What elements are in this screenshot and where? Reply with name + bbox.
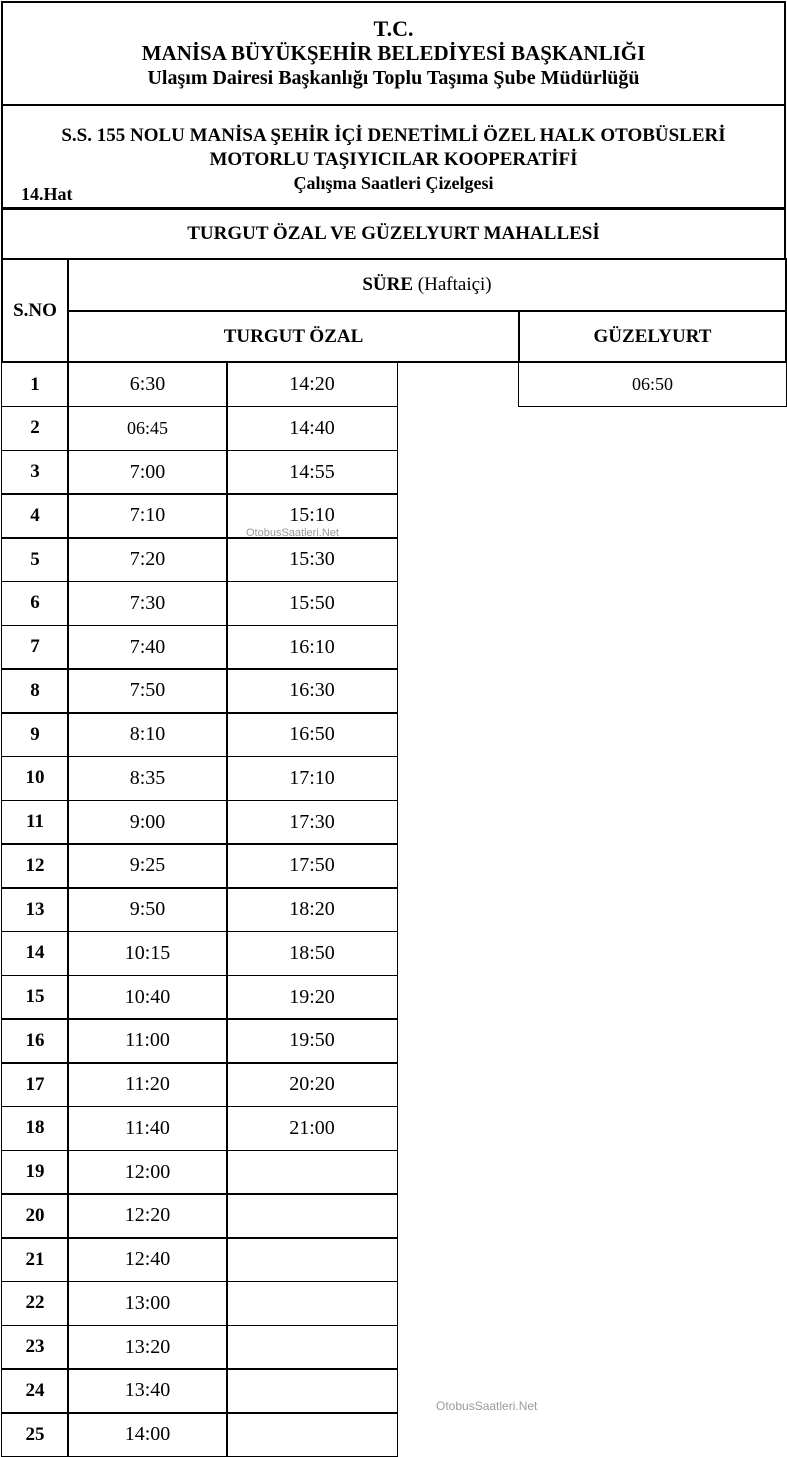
row-number: 25 bbox=[1, 1412, 69, 1457]
turgut-ozal-time-morning: 6:30 bbox=[67, 362, 228, 407]
turgut-ozal-time-afternoon bbox=[226, 1150, 398, 1195]
row-number: 12 bbox=[1, 843, 69, 888]
row-number: 5 bbox=[1, 537, 69, 582]
guzelyurt-header: GÜZELYURT bbox=[518, 310, 787, 363]
authority-header bbox=[1, 1, 786, 106]
turgut-ozal-time-afternoon: 18:50 bbox=[226, 931, 398, 976]
period-header bbox=[67, 258, 787, 312]
route-title: TURGUT ÖZAL VE GÜZELYURT MAHALLESİ bbox=[1, 207, 786, 260]
turgut-ozal-time-afternoon: 14:20 bbox=[226, 362, 398, 407]
turgut-ozal-time-afternoon bbox=[226, 1368, 398, 1413]
turgut-ozal-time-morning: 9:50 bbox=[67, 887, 228, 932]
turgut-ozal-time-morning: 11:00 bbox=[67, 1018, 228, 1063]
row-number: 1 bbox=[1, 362, 69, 407]
watermark: OtobusSaatleri.Net bbox=[246, 527, 339, 539]
schedule-caption: Çalışma Saatleri Çizelgesi bbox=[293, 173, 494, 193]
turgut-ozal-time-afternoon: 18:20 bbox=[226, 887, 398, 932]
row-number: 4 bbox=[1, 493, 69, 538]
turgut-ozal-time-afternoon: 21:00 bbox=[226, 1106, 398, 1151]
turgut-ozal-time-afternoon: 16:50 bbox=[226, 712, 398, 757]
row-number: 24 bbox=[1, 1368, 69, 1413]
turgut-ozal-time-morning: 7:20 bbox=[67, 537, 228, 582]
turgut-ozal-time-morning: 8:10 bbox=[67, 712, 228, 757]
turgut-ozal-time-afternoon: 19:50 bbox=[226, 1018, 398, 1063]
turgut-ozal-time-afternoon: 15:50 bbox=[226, 581, 398, 626]
row-number: 8 bbox=[1, 668, 69, 713]
turgut-ozal-time-morning: 12:00 bbox=[67, 1150, 228, 1195]
turgut-ozal-time-morning: 9:25 bbox=[67, 843, 228, 888]
turgut-ozal-time-morning: 7:00 bbox=[67, 450, 228, 495]
row-number: 7 bbox=[1, 625, 69, 670]
row-number: 15 bbox=[1, 975, 69, 1020]
period-label: SÜRE bbox=[362, 274, 414, 295]
turgut-ozal-time-morning: 7:50 bbox=[67, 668, 228, 713]
row-number: 22 bbox=[1, 1281, 69, 1326]
turgut-ozal-time-afternoon bbox=[226, 1412, 398, 1457]
turgut-ozal-time-morning: 8:35 bbox=[67, 756, 228, 801]
turgut-ozal-time-afternoon: 14:55 bbox=[226, 450, 398, 495]
turgut-ozal-time-morning: 7:40 bbox=[67, 625, 228, 670]
turgut-ozal-time-morning: 11:40 bbox=[67, 1106, 228, 1151]
row-number: 11 bbox=[1, 800, 69, 845]
row-number: 10 bbox=[1, 756, 69, 801]
guzelyurt-time: 06:50 bbox=[518, 362, 787, 407]
turgut-ozal-time-morning: 13:40 bbox=[67, 1368, 228, 1413]
turgut-ozal-time-morning: 9:00 bbox=[67, 800, 228, 845]
row-number: 6 bbox=[1, 581, 69, 626]
row-number: 2 bbox=[1, 406, 69, 451]
row-number: 19 bbox=[1, 1150, 69, 1195]
header-line-municipality: MANİSA BÜYÜKŞEHİR BELEDİYESİ BAŞKANLIĞI bbox=[141, 41, 646, 65]
turgut-ozal-time-morning: 11:20 bbox=[67, 1062, 228, 1107]
turgut-ozal-time-afternoon bbox=[226, 1325, 398, 1370]
sno-header: S.NO bbox=[1, 258, 69, 363]
row-number: 14 bbox=[1, 931, 69, 976]
turgut-ozal-time-afternoon: 19:20 bbox=[226, 975, 398, 1020]
row-number: 13 bbox=[1, 887, 69, 932]
turgut-ozal-time-afternoon: 17:50 bbox=[226, 843, 398, 888]
turgut-ozal-time-afternoon: 14:40 bbox=[226, 406, 398, 451]
turgut-ozal-time-afternoon: 16:10 bbox=[226, 625, 398, 670]
row-number: 9 bbox=[1, 712, 69, 757]
row-number: 16 bbox=[1, 1018, 69, 1063]
turgut-ozal-time-afternoon: 15:30 bbox=[226, 537, 398, 582]
turgut-ozal-time-morning: 14:00 bbox=[67, 1412, 228, 1457]
turgut-ozal-time-morning: 10:40 bbox=[67, 975, 228, 1020]
turgut-ozal-time-morning: 12:20 bbox=[67, 1193, 228, 1238]
watermark: OtobusSaatleri.Net bbox=[436, 1399, 538, 1413]
turgut-ozal-time-morning: 13:20 bbox=[67, 1325, 228, 1370]
turgut-ozal-time-afternoon: 15:10 bbox=[226, 493, 398, 538]
turgut-ozal-time-afternoon: 17:30 bbox=[226, 800, 398, 845]
turgut-ozal-time-morning: 06:45 bbox=[67, 406, 228, 451]
turgut-ozal-time-morning: 13:00 bbox=[67, 1281, 228, 1326]
row-number: 17 bbox=[1, 1062, 69, 1107]
row-number: 3 bbox=[1, 450, 69, 495]
row-number: 18 bbox=[1, 1106, 69, 1151]
cooperative-line-2: MOTORLU TAŞIYICILAR KOOPERATİFİ bbox=[209, 149, 578, 170]
turgut-ozal-time-afternoon bbox=[226, 1193, 398, 1238]
turgut-ozal-time-morning: 7:10 bbox=[67, 493, 228, 538]
cooperative-line-1: S.S. 155 NOLU MANİSA ŞEHİR İÇİ DENETİMLİ ÖZEL HALK OTOBÜSLERİ bbox=[61, 125, 726, 146]
line-number: 14.Hat bbox=[21, 184, 73, 204]
header-line-department: Ulaşım Dairesi Başkanlığı Toplu Taşıma Şube Müdürlüğü bbox=[147, 67, 640, 89]
row-number: 21 bbox=[1, 1237, 69, 1282]
turgut-ozal-time-afternoon: 16:30 bbox=[226, 668, 398, 713]
row-number: 20 bbox=[1, 1193, 69, 1238]
turgut-ozal-header: TURGUT ÖZAL bbox=[67, 310, 520, 363]
period-note: (Haftaiçi) bbox=[417, 274, 492, 295]
turgut-ozal-time-afternoon: 17:10 bbox=[226, 756, 398, 801]
turgut-ozal-time-morning: 10:15 bbox=[67, 931, 228, 976]
cooperative-header bbox=[1, 104, 786, 210]
turgut-ozal-time-afternoon bbox=[226, 1281, 398, 1326]
turgut-ozal-time-morning: 12:40 bbox=[67, 1237, 228, 1282]
turgut-ozal-time-morning: 7:30 bbox=[67, 581, 228, 626]
header-line-tc: T.C. bbox=[373, 16, 414, 41]
turgut-ozal-time-afternoon: 20:20 bbox=[226, 1062, 398, 1107]
turgut-ozal-time-afternoon bbox=[226, 1237, 398, 1282]
row-number: 23 bbox=[1, 1325, 69, 1370]
